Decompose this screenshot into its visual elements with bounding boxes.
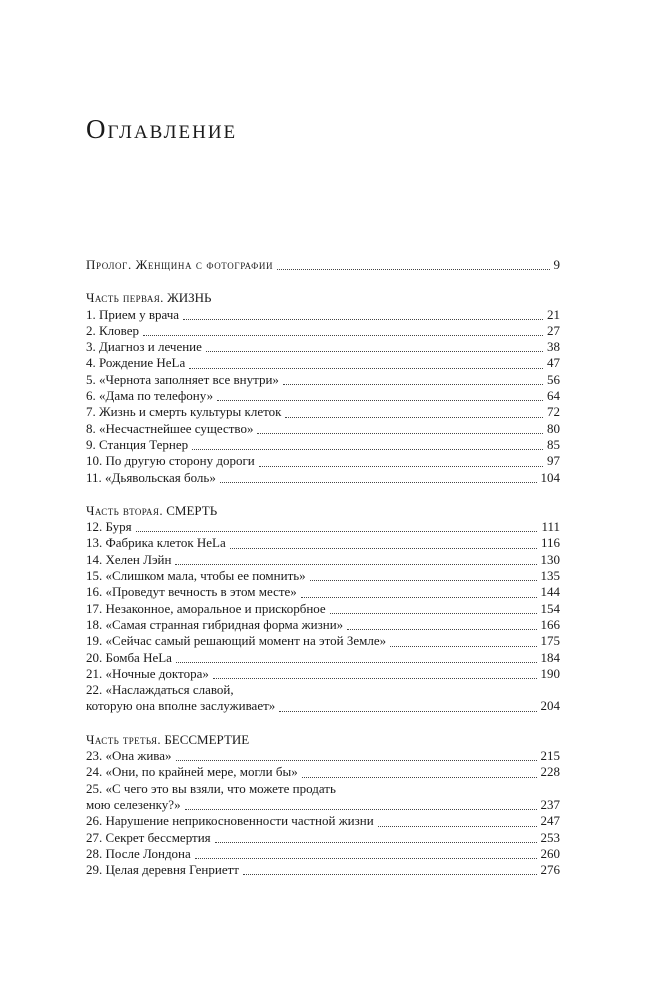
table-of-contents xyxy=(86,257,560,878)
toc-entry-label: 27. Секрет бессмертия xyxy=(86,829,211,845)
toc-page-number: 215 xyxy=(540,748,560,764)
toc-page-number: 111 xyxy=(541,519,560,535)
dot-leader xyxy=(259,466,543,467)
toc-page-number: 104 xyxy=(540,469,560,485)
toc-entry-label: 16. «Проведут вечность в этом месте» xyxy=(86,584,297,600)
dot-leader xyxy=(195,858,537,859)
toc-entry-label: 17. Незаконное, аморальное и прискорбное xyxy=(86,600,326,616)
toc-page-number: 247 xyxy=(540,813,560,829)
toc-entry[interactable] xyxy=(86,568,560,584)
dot-leader xyxy=(176,662,537,663)
toc-entry-label: 18. «Самая странная гибридная форма жизни» xyxy=(86,616,344,632)
toc-page-number: 56 xyxy=(547,371,560,387)
part-heading xyxy=(86,732,560,748)
toc-entry[interactable] xyxy=(86,535,560,551)
dot-leader xyxy=(283,384,543,385)
dot-leader xyxy=(189,368,543,369)
toc-page-number: 276 xyxy=(540,862,560,878)
dot-leader xyxy=(185,809,537,810)
toc-page-number: 27 xyxy=(547,322,560,338)
toc-page-number: 85 xyxy=(547,436,560,452)
dot-leader xyxy=(206,351,543,352)
toc-page-number: 184 xyxy=(540,649,560,665)
toc-entry-prologue[interactable] xyxy=(86,257,560,273)
dot-leader xyxy=(310,580,537,581)
toc-entry-label[interactable]: 25. «С чего это вы взяли, что можете продать xyxy=(86,780,336,796)
toc-entry[interactable] xyxy=(86,404,560,420)
toc-entry[interactable] xyxy=(86,764,560,780)
part-heading xyxy=(86,290,560,306)
toc-page-number: 175 xyxy=(540,633,560,649)
dot-leader xyxy=(183,319,543,320)
dot-leader xyxy=(176,760,537,761)
toc-entry-continuation: мою селезенку?» xyxy=(86,796,181,812)
part-prefix: Часть вторая. xyxy=(86,502,163,518)
toc-page-number: 72 xyxy=(547,404,560,420)
toc-page-number: 135 xyxy=(540,568,560,584)
part-heading xyxy=(86,503,560,519)
toc-entry-label: 1. Прием у врача xyxy=(86,306,180,322)
dot-leader xyxy=(390,646,536,647)
toc-entry[interactable] xyxy=(86,666,560,682)
toc-page-number: 154 xyxy=(540,600,560,616)
dot-leader xyxy=(215,842,537,843)
toc-entry[interactable] xyxy=(86,617,560,633)
toc-page-number: 253 xyxy=(540,829,560,845)
toc-entry[interactable] xyxy=(86,307,560,323)
toc-entry[interactable] xyxy=(86,601,560,617)
toc-entry-label: 6. «Дама по телефону» xyxy=(86,388,214,404)
toc-page-number: 9 xyxy=(553,257,560,272)
toc-entry[interactable] xyxy=(86,323,560,339)
dot-leader xyxy=(277,269,549,270)
toc-entry[interactable] xyxy=(86,584,560,600)
toc-entry[interactable] xyxy=(86,470,560,486)
toc-entry-label: Пролог. Женщина с фотографии xyxy=(86,257,274,272)
toc-page-number: 228 xyxy=(540,764,560,780)
toc-page-number: 80 xyxy=(547,420,560,436)
toc-entry-label: 2. Кловер xyxy=(86,322,139,338)
toc-entry-label: 4. Рождение HeLa xyxy=(86,355,186,371)
toc-entry[interactable] xyxy=(86,650,560,666)
toc-entry-label: 5. «Чернота заполняет все внутри» xyxy=(86,371,279,387)
toc-entry[interactable] xyxy=(86,797,560,813)
toc-entry-label: 12. Буря xyxy=(86,519,132,535)
toc-page-number: 260 xyxy=(540,845,560,861)
toc-page-number: 47 xyxy=(547,355,560,371)
toc-entry-label: 19. «Сейчас самый решающий момент на этой Земле» xyxy=(86,633,387,649)
part-name: СМЕРТЬ xyxy=(166,502,218,518)
toc-entry-label: 9. Станция Тернер xyxy=(86,436,189,452)
toc-page-number: 144 xyxy=(540,584,560,600)
toc-page-number: 130 xyxy=(540,551,560,567)
toc-entry[interactable] xyxy=(86,437,560,453)
dot-leader xyxy=(230,548,537,549)
part-name: БЕССМЕРТИЕ xyxy=(164,731,250,747)
dot-leader xyxy=(143,335,543,336)
dot-leader xyxy=(243,874,537,875)
toc-entry-label[interactable]: 22. «Наслаждаться славой, xyxy=(86,682,234,698)
toc-entry-label: 7. Жизнь и смерть культуры клеток xyxy=(86,404,282,420)
toc-entry[interactable] xyxy=(86,846,560,862)
toc-entry-label: 8. «Несчастнейшее существо» xyxy=(86,420,254,436)
toc-entry[interactable] xyxy=(86,339,560,355)
toc-entry-label: 28. После Лондона xyxy=(86,845,191,861)
dot-leader xyxy=(213,678,537,679)
dot-leader xyxy=(285,417,543,418)
toc-entry-label: 10. По другую сторону дороги xyxy=(86,453,255,469)
dot-leader xyxy=(378,826,537,827)
dot-leader xyxy=(136,531,538,532)
dot-leader xyxy=(192,449,543,450)
toc-entry[interactable] xyxy=(86,862,560,878)
toc-page-number: 21 xyxy=(547,306,560,322)
toc-entry[interactable] xyxy=(86,372,560,388)
toc-page-number: 166 xyxy=(540,616,560,632)
part-prefix: Часть третья. xyxy=(86,731,162,747)
toc-page-number: 64 xyxy=(547,388,560,404)
toc-entry-label: 29. Целая деревня Генриетт xyxy=(86,862,239,878)
toc-page-number: 38 xyxy=(547,339,560,355)
dot-leader xyxy=(175,564,536,565)
toc-entry[interactable] xyxy=(86,552,560,568)
toc-entry-continuation: которую она вполне заслуживает» xyxy=(86,698,276,714)
toc-entry-label: 24. «Они, по крайней мере, могли бы» xyxy=(86,764,298,780)
part-name: ЖИЗНЬ xyxy=(167,290,212,306)
dot-leader xyxy=(257,433,543,434)
toc-entry-label: 3. Диагноз и лечение xyxy=(86,339,202,355)
dot-leader xyxy=(330,613,537,614)
dot-leader xyxy=(220,482,537,483)
toc-page-number: 116 xyxy=(540,535,560,551)
dot-leader xyxy=(301,597,537,598)
toc-page-number: 190 xyxy=(540,665,560,681)
toc-page-number: 97 xyxy=(547,453,560,469)
dot-leader xyxy=(217,400,543,401)
toc-entry[interactable] xyxy=(86,355,560,371)
toc-entry-label: 13. Фабрика клеток HeLa xyxy=(86,535,226,551)
part-prefix: Часть первая. xyxy=(86,290,164,306)
toc-page-number: 237 xyxy=(540,796,560,812)
dot-leader xyxy=(279,711,536,712)
page-title: Оглавление xyxy=(86,114,238,144)
toc-entry[interactable] xyxy=(86,388,560,404)
toc-entry[interactable] xyxy=(86,421,560,437)
toc-page-number: 204 xyxy=(540,698,560,714)
toc-entry-label: 11. «Дьявольская боль» xyxy=(86,469,216,485)
toc-entry-label: 23. «Она жива» xyxy=(86,748,172,764)
toc-entry-label: 15. «Слишком мала, чтобы ее помнить» xyxy=(86,568,306,584)
toc-entry[interactable] xyxy=(86,698,560,714)
toc-entry[interactable] xyxy=(86,748,560,764)
toc-entry-label: 20. Бомба HeLa xyxy=(86,649,172,665)
toc-entry-label: 21. «Ночные доктора» xyxy=(86,665,209,681)
toc-entry-label: 14. Хелен Лэйн xyxy=(86,551,172,567)
toc-entry[interactable] xyxy=(86,830,560,846)
toc-entry[interactable] xyxy=(86,633,560,649)
toc-entry[interactable] xyxy=(86,519,560,535)
dot-leader xyxy=(347,629,536,630)
toc-entry[interactable] xyxy=(86,453,560,469)
dot-leader xyxy=(302,777,537,778)
toc-entry[interactable] xyxy=(86,813,560,829)
toc-entry-label: 26. Нарушение неприкосновенности частной жизни xyxy=(86,813,374,829)
